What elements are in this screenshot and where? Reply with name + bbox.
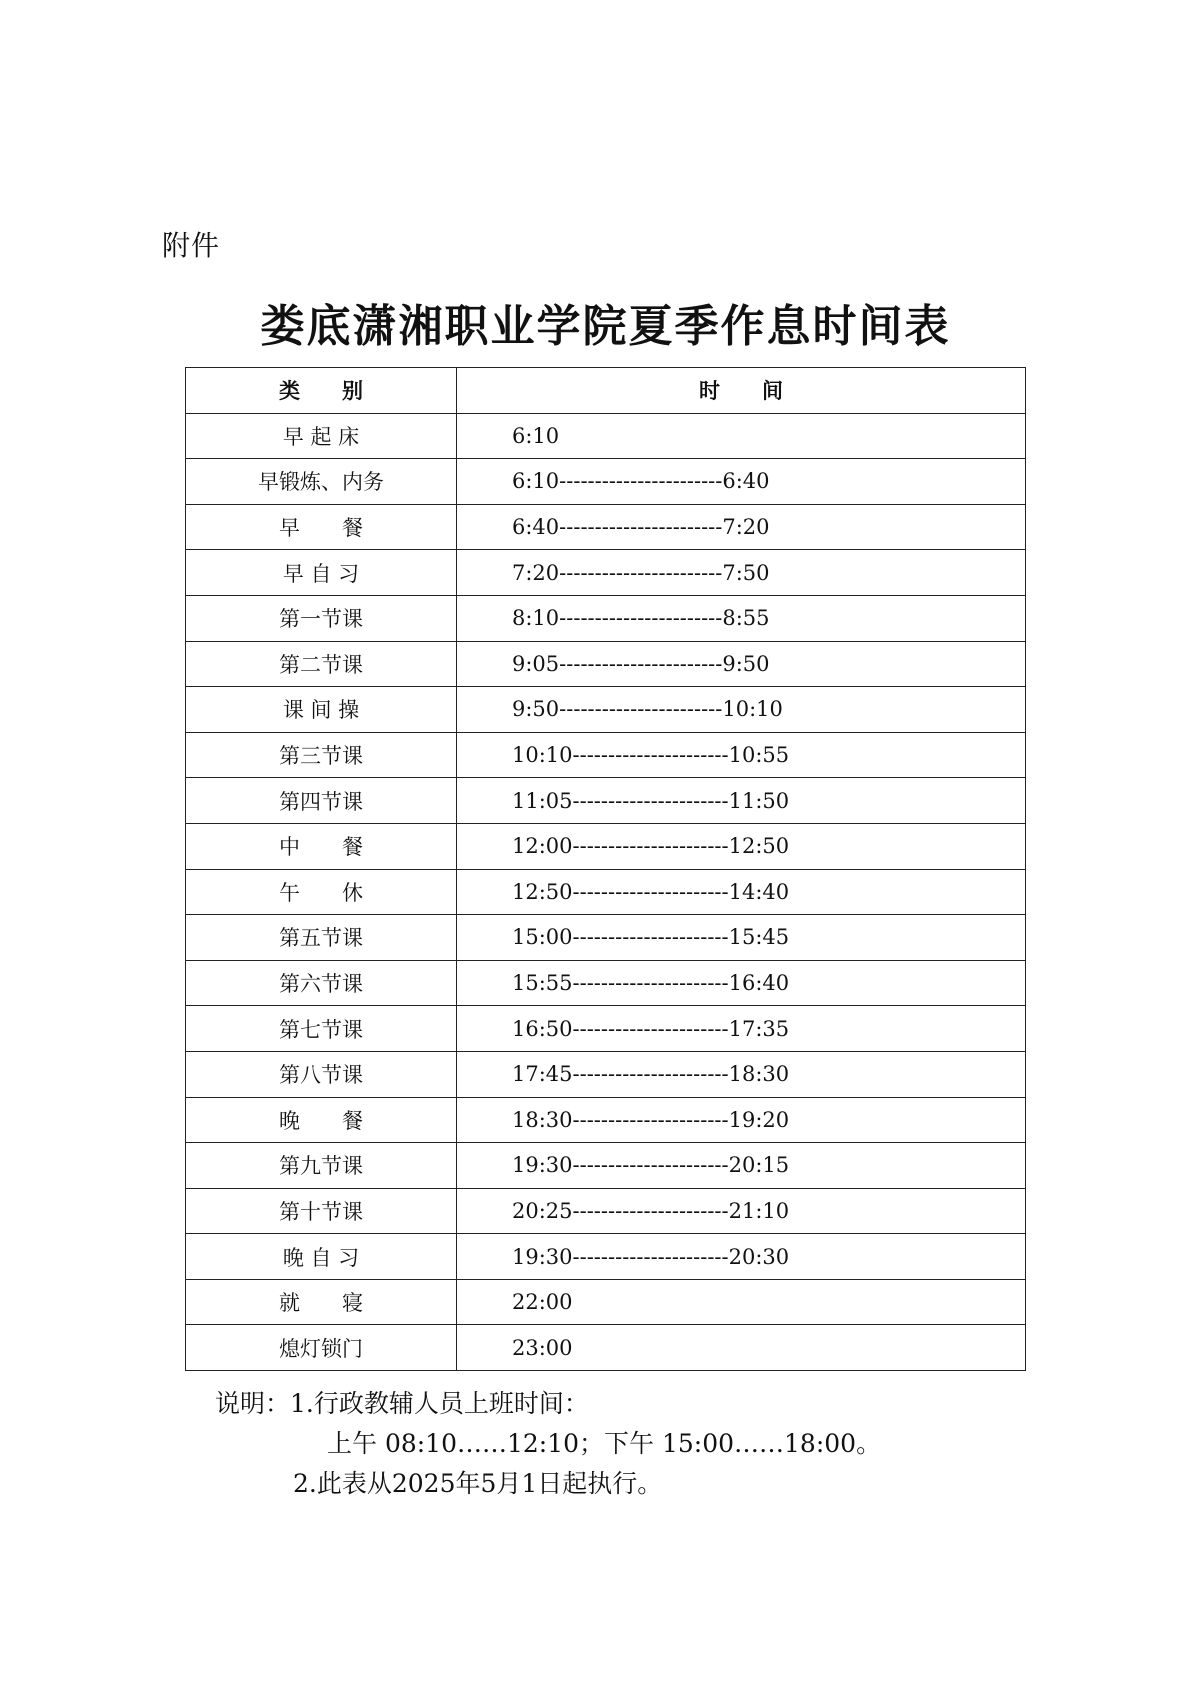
- time-cell: 19:30----------------------20:30: [457, 1234, 1026, 1280]
- table-row: [186, 1325, 1026, 1371]
- note-line-2: 上午 08:10……12:10；下午 15:00……18:00。: [327, 1429, 882, 1458]
- header-time: 时 间: [457, 368, 1026, 414]
- time-cell: 6:10: [457, 413, 1026, 459]
- category-cell: 第一节课: [186, 595, 457, 641]
- time-cell: 6:40-----------------------7:20: [457, 504, 1026, 550]
- time-cell: 9:50-----------------------10:10: [457, 687, 1026, 733]
- table-row: [186, 1143, 1026, 1189]
- category-cell: 早 餐: [186, 504, 457, 550]
- notes: [215, 1384, 881, 1504]
- time-cell: 16:50----------------------17:35: [457, 1006, 1026, 1052]
- category-cell: 第二节课: [186, 641, 457, 687]
- category-cell: 第五节课: [186, 915, 457, 961]
- category-cell: 第八节课: [186, 1051, 457, 1097]
- time-cell: 18:30----------------------19:20: [457, 1097, 1026, 1143]
- time-cell: 20:25----------------------21:10: [457, 1188, 1026, 1234]
- schedule-table: [185, 367, 1026, 1371]
- table-row: [186, 1279, 1026, 1325]
- table-row: [186, 550, 1026, 596]
- time-cell: 12:50----------------------14:40: [457, 869, 1026, 915]
- table-row: [186, 869, 1026, 915]
- time-cell: 9:05-----------------------9:50: [457, 641, 1026, 687]
- category-cell: 第六节课: [186, 960, 457, 1006]
- category-cell: 早 自 习: [186, 550, 457, 596]
- table-row: [186, 960, 1026, 1006]
- table-row: [186, 915, 1026, 961]
- time-cell: 11:05----------------------11:50: [457, 778, 1026, 824]
- table-row: [186, 1234, 1026, 1280]
- time-cell: 17:45----------------------18:30: [457, 1051, 1026, 1097]
- category-cell: 课 间 操: [186, 687, 457, 733]
- category-cell: 午 休: [186, 869, 457, 915]
- category-cell: 晚 自 习: [186, 1234, 457, 1280]
- header-category: 类 别: [186, 368, 457, 414]
- time-cell: 12:00----------------------12:50: [457, 823, 1026, 869]
- time-cell: 6:10-----------------------6:40: [457, 459, 1026, 505]
- table-row: [186, 687, 1026, 733]
- time-cell: 10:10----------------------10:55: [457, 732, 1026, 778]
- category-cell: 熄灯锁门: [186, 1325, 457, 1371]
- category-cell: 第三节课: [186, 732, 457, 778]
- table-row: [186, 732, 1026, 778]
- table-row: [186, 1097, 1026, 1143]
- page-title: 娄底潇湘职业学院夏季作息时间表: [260, 301, 951, 352]
- attachment-label: 附件: [162, 229, 221, 262]
- time-cell: 15:00----------------------15:45: [457, 915, 1026, 961]
- time-cell: 15:55----------------------16:40: [457, 960, 1026, 1006]
- table-row: [186, 1188, 1026, 1234]
- category-cell: 中 餐: [186, 823, 457, 869]
- time-cell: 7:20-----------------------7:50: [457, 550, 1026, 596]
- time-cell: 22:00: [457, 1279, 1026, 1325]
- note-line-3: 2.此表从2025年5月1日起执行。: [293, 1469, 663, 1498]
- table-header-row: [186, 368, 1026, 414]
- category-cell: 就 寝: [186, 1279, 457, 1325]
- table-row: [186, 778, 1026, 824]
- category-cell: 晚 餐: [186, 1097, 457, 1143]
- category-cell: 第九节课: [186, 1143, 457, 1189]
- table-row: [186, 595, 1026, 641]
- table-row: [186, 641, 1026, 687]
- table-row: [186, 823, 1026, 869]
- category-cell: 第十节课: [186, 1188, 457, 1234]
- table-row: [186, 1006, 1026, 1052]
- table-row: [186, 1051, 1026, 1097]
- time-cell: 19:30----------------------20:15: [457, 1143, 1026, 1189]
- table-row: [186, 413, 1026, 459]
- category-cell: 第七节课: [186, 1006, 457, 1052]
- category-cell: 第四节课: [186, 778, 457, 824]
- time-cell: 23:00: [457, 1325, 1026, 1371]
- category-cell: 早 起 床: [186, 413, 457, 459]
- category-cell: 早锻炼、内务: [186, 459, 457, 505]
- time-cell: 8:10-----------------------8:55: [457, 595, 1026, 641]
- table-row: [186, 459, 1026, 505]
- note-line-1: 说明：1.行政教辅人员上班时间：: [215, 1389, 589, 1418]
- table-row: [186, 504, 1026, 550]
